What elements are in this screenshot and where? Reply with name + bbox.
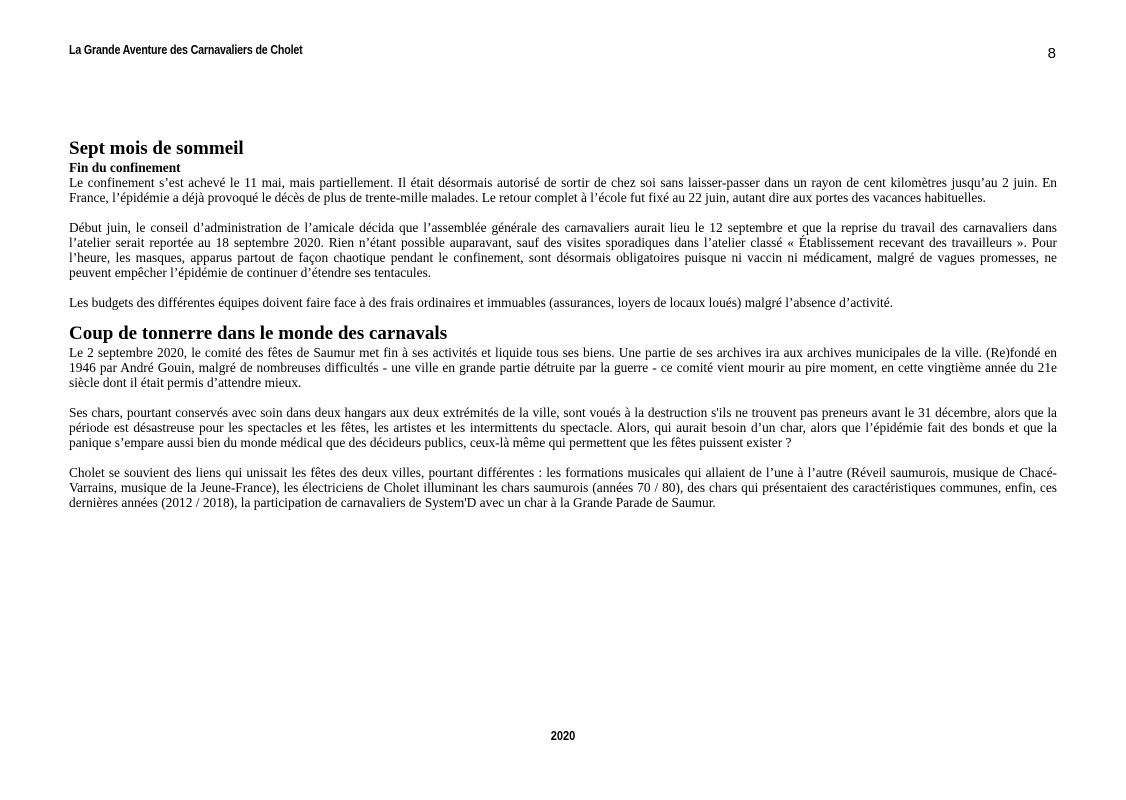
paragraph: Les budgets des différentes équipes doivent faire face à des frais ordinaires et immuables (assurances, loyers de locaux loués) malgré l’absence d’activité. — [69, 295, 894, 310]
section-heading: Sept mois de sommeil — [69, 138, 244, 159]
paragraph: Cholet se souvient des liens qui unissait les fêtes des deux villes, pourtant différentes : les formations musicales qui allaient de l’une à l’autre (Réveil saumurois, musique de Chacé-Varrains, musique de la Jeune-France), les électriciens de Cholet illuminant les chars saumurois (années 70 / 80), des chars qui présentaient des caractéristiques communes, enfin, ces dernières années (2012 / 2018), la participation de carnavaliers de System'D avec un char à la Grande Parade de Saumur. — [69, 465, 1057, 510]
section-heading: Coup de tonnerre dans le monde des carnavals — [69, 323, 448, 344]
paragraph: Le confinement s’est achevé le 11 mai, mais partiellement. Il était désormais autorisé de sortir de chez soi sans laisser-passer dans un rayon de cent kilomètres jusqu’au 2 juin. En France, l’épidémie a déjà provoqué le décès de plus de trente-mille malades. Le retour complet à l’école fut fixé au 22 juin, autant dire aux portes des vacances habituelles. — [69, 175, 1057, 205]
running-title: La Grande Aventure des Carnavaliers de Cholet — [69, 42, 303, 57]
section-sept-mois — [69, 138, 1057, 310]
section-subheading: Fin du confinement — [69, 160, 181, 175]
page-body — [69, 138, 1057, 510]
paragraph: Le 2 septembre 2020, le comité des fêtes de Saumur met fin à ses activités et liquide tous ses biens. Une partie de ses archives ira aux archives municipales de la ville. (Re)fondé en 1946 par André Gouin, malgré de nombreuses difficultés - une ville en grande partie détruite par la guerre - ce comité vient mourir au pire moment, en cette vingtième année du 21e siècle dont il était permis d’attendre mieux. — [69, 345, 1057, 390]
footer-year: 2020 — [550, 728, 576, 743]
page-number: 8 — [1047, 45, 1056, 62]
section-coup-de-tonnerre — [69, 323, 1057, 510]
paragraph: Début juin, le conseil d’administration de l’amicale décida que l’assemblée générale des carnavaliers aurait lieu le 12 septembre et que la reprise du travail des carnavaliers dans l’atelier serait reportée au 18 septembre 2020. Rien n’étant possible auparavant, sauf des visites sporadiques dans l’atelier classé « Établissement recevant des travailleurs ». Pour l’heure, les masques, apparus partout de façon chaotique pendant le confinement, sont désormais obligatoires puisque ni vaccin ni médicament, malgré de vagues promesses, ne peuvent empêcher l’épidémie de continuer d’étendre ses tentacules. — [69, 220, 1057, 280]
paragraph: Ses chars, pourtant conservés avec soin dans deux hangars aux deux extrémités de la ville, sont voués à la destruction s'ils ne trouvent pas preneurs avant le 31 décembre, alors que la période est désastreuse pour les spectacles et les fêtes, les artistes et les intermittents du spectacle. Alors, qui aurait besoin d’un char, alors que l’épidémie fait des bonds et que la panique s’empare aussi bien du monde médical que des décideurs publics, ceux-là même qui permettent que les fêtes puissent exister ? — [69, 405, 1057, 450]
